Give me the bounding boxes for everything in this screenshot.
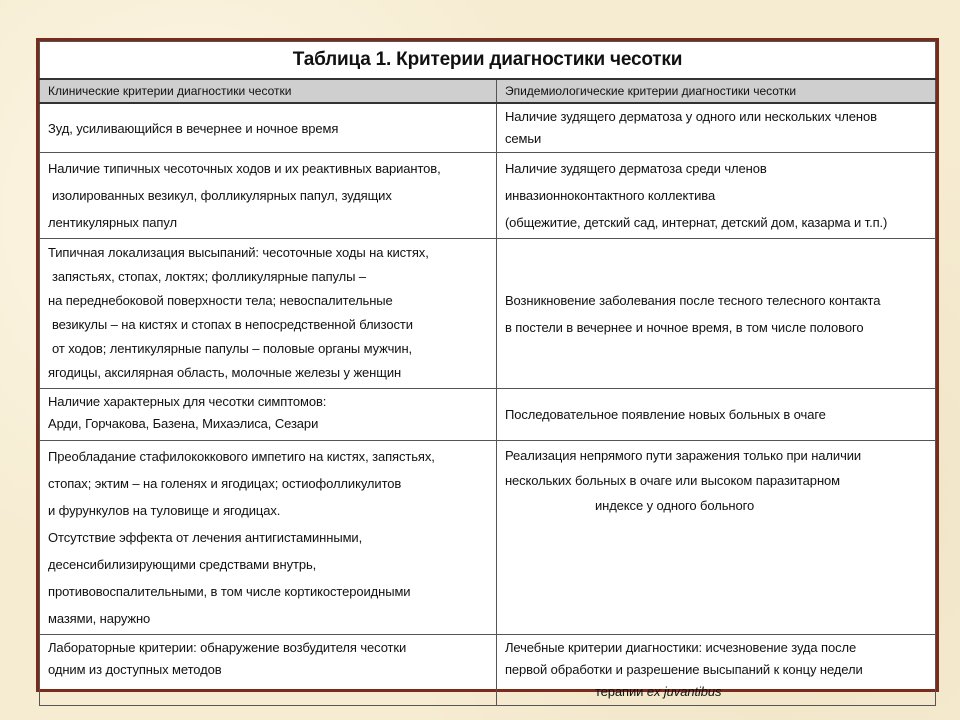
cell-line: десенсибилизирующими средствами внутрь, bbox=[48, 557, 317, 572]
cell-right bbox=[496, 103, 935, 153]
table-row bbox=[40, 239, 936, 389]
cell-right bbox=[496, 441, 935, 635]
cell-line: Наличие характерных для чесотки симптомов: bbox=[48, 394, 327, 409]
header-epidemiological: Эпидемиологические критерии диагностики чесотки bbox=[496, 79, 935, 103]
table-row bbox=[40, 389, 936, 441]
table-frame bbox=[36, 38, 939, 699]
cell-line: в постели в вечернее и ночное время, в том числе полового bbox=[504, 319, 864, 335]
cell-line: ягодицы, аксилярная область, молочные железы у женщин bbox=[48, 365, 402, 380]
cell-left bbox=[40, 103, 497, 153]
cell-line: от ходов; лентикулярные папулы – половые органы мужчин, bbox=[52, 341, 413, 356]
cell-line: на переднебоковой поверхности тела; невоспалительные bbox=[48, 293, 393, 308]
cell-text: терапии bbox=[594, 684, 647, 699]
cell-line: Типичная локализация высыпаний: чесоточные ходы на кистях, bbox=[48, 245, 429, 260]
table-title: Таблица 1. Критерии диагностики чесотки bbox=[40, 42, 936, 80]
cell-line: изолированных везикул, фолликулярных папул, зудящих bbox=[52, 188, 392, 203]
cell-line: первой обработки и разрешение высыпаний к концу недели bbox=[504, 662, 863, 677]
cell-line: противовоспалительными, в том числе кортикостероидными bbox=[48, 584, 411, 599]
table-row bbox=[40, 153, 936, 239]
cell-line: одним из доступных методов bbox=[48, 662, 222, 677]
latin-term: ex juvantibus bbox=[646, 684, 722, 699]
cell-line: семьи bbox=[504, 131, 542, 146]
cell-line: (общежитие, детский сад, интернат, детский дом, казарма и т.п.) bbox=[504, 215, 888, 230]
table-row bbox=[40, 635, 936, 706]
cell-line: везикулы – на кистях и стопах в непосредственной близости bbox=[52, 317, 413, 332]
cell-line: Наличие типичных чесоточных ходов и их реактивных вариантов, bbox=[48, 161, 441, 176]
cell-line: нескольких больных в очаге или высоком паразитарном bbox=[504, 473, 840, 488]
table-row bbox=[40, 441, 936, 635]
cell-left bbox=[40, 239, 497, 389]
cell-line: Наличие зудящего дерматоза среди членов bbox=[504, 161, 767, 176]
cell-line: Арди, Горчакова, Базена, Михаэлиса, Сезари bbox=[48, 416, 319, 431]
cell-line bbox=[505, 681, 927, 703]
diagnostics-table bbox=[39, 41, 936, 706]
cell-line: Лабораторные критерии: обнаружение возбудителя чесотки bbox=[48, 640, 407, 655]
cell-line: инвазионноконтактного коллектива bbox=[504, 188, 716, 203]
cell-left bbox=[40, 635, 497, 706]
cell-right bbox=[496, 239, 935, 389]
table-row bbox=[40, 103, 936, 153]
cell-left bbox=[40, 389, 497, 441]
cell-line: запястьях, стопах, локтях; фолликулярные папулы – bbox=[52, 269, 367, 284]
cell-line: Наличие зудящего дерматоза у одного или нескольких членов bbox=[504, 109, 877, 124]
cell-line: мазями, наружно bbox=[48, 611, 151, 626]
cell-line: и фурункулов на туловище и ягодицах. bbox=[48, 503, 281, 518]
cell-line: Преобладание стафилококкового импетиго на кистях, запястьях, bbox=[48, 449, 435, 464]
cell-left bbox=[40, 153, 497, 239]
cell-line: Последовательное появление новых больных в очаге bbox=[504, 407, 826, 422]
cell-line: Отсутствие эффекта от лечения антигистаминными, bbox=[48, 530, 363, 545]
cell-line: Лечебные критерии диагностики: исчезновение зуда после bbox=[504, 640, 857, 655]
cell-line: индексе у одного больного bbox=[594, 498, 755, 513]
cell-line: стопах; эктим – на голенях и ягодицах; остиофолликулитов bbox=[48, 476, 402, 491]
cell-right bbox=[496, 153, 935, 239]
cell-line: Реализация непрямого пути заражения только при наличии bbox=[504, 448, 862, 463]
cell-line: Зуд, усиливающийся в вечернее и ночное время bbox=[48, 120, 339, 136]
cell-right bbox=[496, 635, 935, 706]
cell-right bbox=[496, 389, 935, 441]
cell-line: лентикулярных папул bbox=[48, 215, 177, 230]
cell-line: Возникновение заболевания после тесного телесного контакта bbox=[504, 292, 881, 308]
header-clinical: Клинические критерии диагностики чесотки bbox=[40, 79, 497, 103]
cell-left bbox=[40, 441, 497, 635]
